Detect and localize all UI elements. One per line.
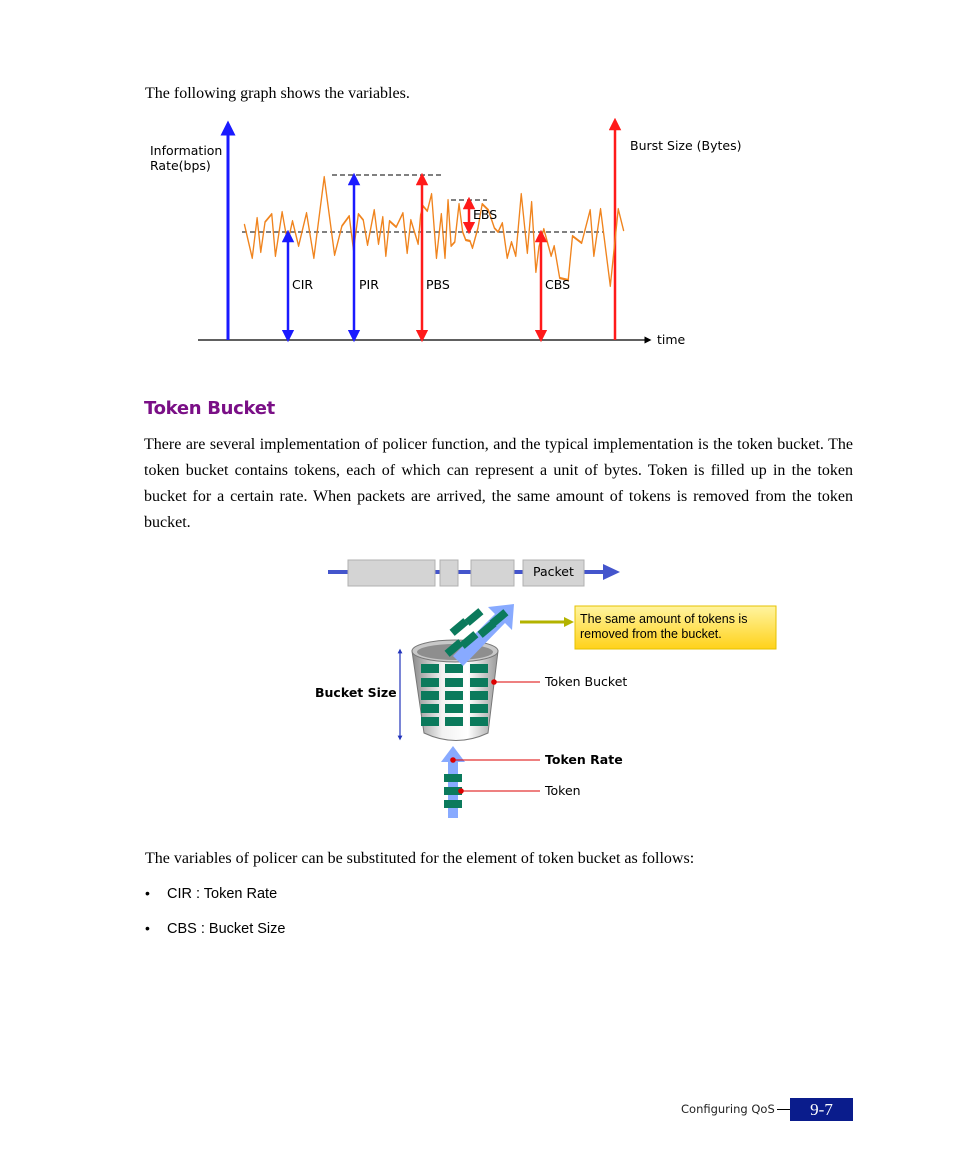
bullet-dot: •	[145, 920, 150, 936]
substitution-text: The variables of policer can be substituted for the element of token bucket as follows:	[145, 850, 695, 867]
bucket-size-label: Bucket Size	[315, 685, 397, 700]
token-rate-label: Token Rate	[545, 752, 623, 767]
token-bucket-diagram	[300, 548, 800, 828]
token-bucket-label: Token Bucket	[545, 674, 628, 689]
ebs-label: EBS	[473, 207, 498, 222]
body-paragraph: There are several implementation of policer function, and the typical implementation is the token bucket. The token bucket contains tokens, each of which can represent a unit of bytes. Token is filled up in the token bucket for a certain rate. When packets are arrived, the same amount of tokens is removed from the token bucket.	[144, 436, 853, 531]
section-title: Token Bucket	[144, 398, 275, 419]
bullet-item	[145, 885, 277, 902]
burst-axis-label: Burst Size (Bytes)	[630, 138, 742, 153]
token-rate-dot	[450, 757, 456, 763]
pir-label: PIR	[359, 277, 379, 292]
page-number-badge: 9-7	[790, 1098, 853, 1121]
rate-axis-label-line2: Rate(bps)	[150, 158, 211, 173]
callout-text-line1: The same amount of tokens is	[580, 612, 748, 626]
footer-chapter-label: Configuring QoS	[681, 1102, 775, 1116]
callout-text-line2: removed from the bucket.	[580, 627, 722, 641]
cbs-label: CBS	[545, 277, 571, 292]
footer-rule	[777, 1109, 790, 1110]
pbs-label: PBS	[426, 277, 450, 292]
cir-label: CIR	[292, 277, 314, 292]
time-axis-label: time	[657, 332, 686, 347]
bullet-text: CBS : Bucket Size	[167, 921, 286, 937]
bullet-dot: •	[145, 885, 150, 901]
bullet-item	[145, 920, 285, 937]
intro-text: The following graph shows the variables.	[145, 85, 410, 102]
packet-block-1	[348, 560, 435, 586]
callout-pointer-arrowhead	[564, 617, 574, 627]
policer-variables-graph	[140, 118, 760, 363]
packet-flow-arrowhead	[603, 564, 620, 580]
token-dot	[458, 788, 464, 794]
bullet-text: CIR : Token Rate	[167, 886, 278, 902]
token-bucket-dot	[491, 679, 497, 685]
packet-block-2	[440, 560, 458, 586]
token-label: Token	[545, 783, 581, 798]
rate-axis-label-line1: Information	[150, 143, 223, 158]
packet-block-3	[471, 560, 514, 586]
packet-label: Packet	[533, 564, 574, 579]
